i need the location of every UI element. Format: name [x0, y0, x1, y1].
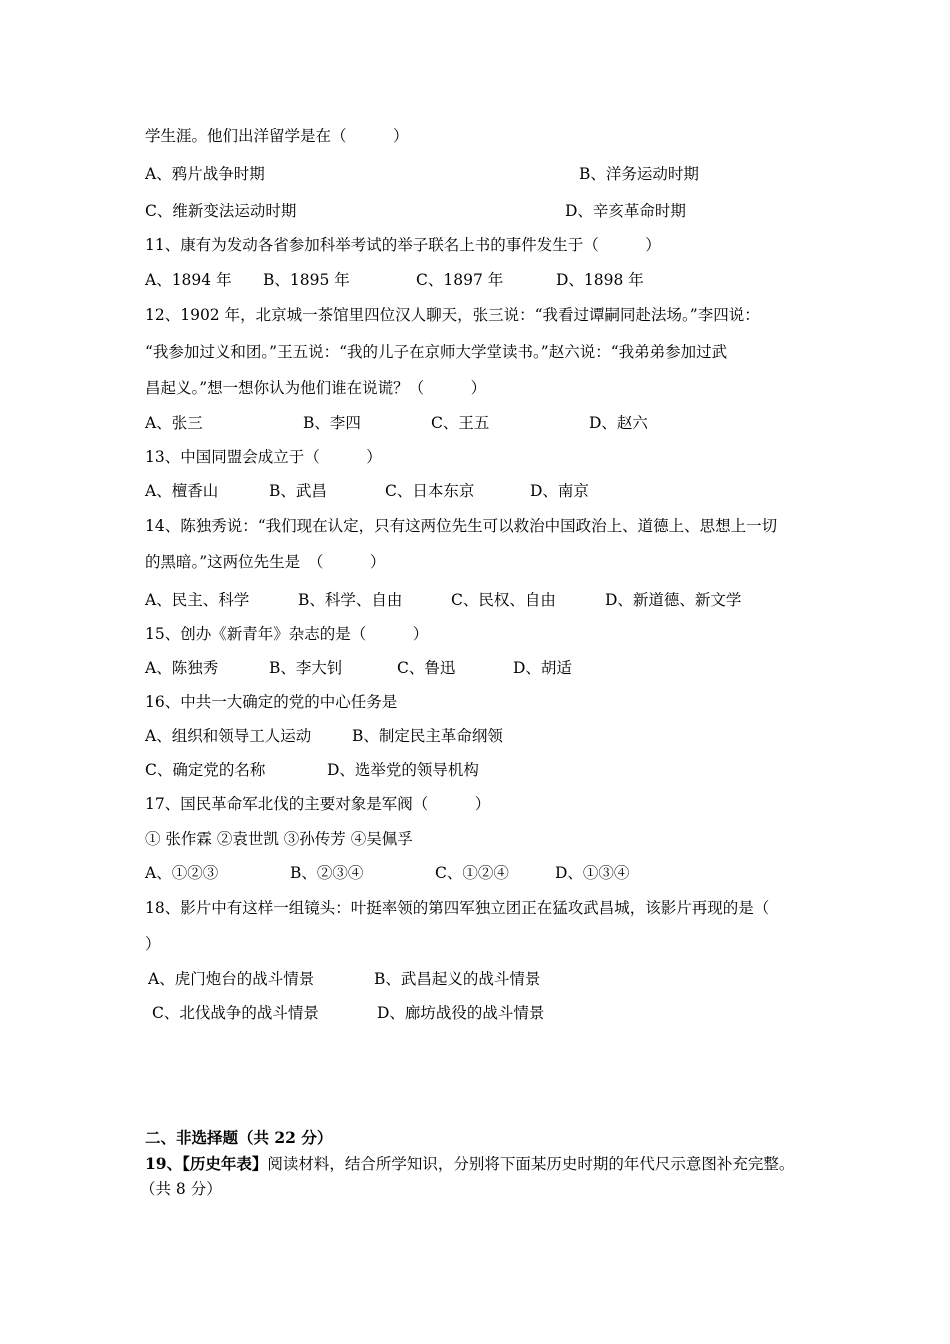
option-d: D、南京 [530, 482, 589, 500]
option-a: A、1894 年 [145, 271, 232, 289]
option-c: C、民权、自由 [451, 591, 556, 609]
option-b: B、科学、自由 [298, 591, 403, 609]
option-b: B、洋务运动时期 [579, 165, 699, 183]
question-text: 14、陈独秀说：“我们现在认定，只有这两位先生可以救治中国政治上、道德上、思想上一切 [145, 517, 778, 535]
option-c: C、王五 [431, 414, 490, 432]
question-items: ① 张作霖 ②袁世凯 ③孙传芳 ④吴佩孚 [145, 830, 413, 848]
question-text: 16、中共一大确定的党的中心任务是 [145, 693, 398, 711]
question-body: 阅读材料，结合所学知识，分别将下面某历史时期的年代尺示意图补充完整。 [267, 1155, 795, 1173]
option-d: D、胡适 [513, 659, 572, 677]
question-text: 12、1902 年，北京城一茶馆里四位汉人聊天，张三说：“我看过谭嗣同赴法场。”李四说： [145, 306, 760, 324]
option-d: D、辛亥革命时期 [565, 202, 686, 220]
question-text: 18、影片中有这样一组镜头：叶挺率领的第四军独立团正在猛攻武昌城，该影片再现的是（ [145, 899, 770, 917]
option-a: A、民主、科学 [145, 591, 250, 609]
option-b: B、②③④ [290, 864, 364, 882]
option-a: A、①②③ [145, 864, 219, 882]
option-c: C、1897 年 [416, 271, 504, 289]
option-a: A、鸦片战争时期 [145, 165, 265, 183]
question-label: 19、【历史年表】 [145, 1154, 268, 1173]
option-a: A、虎门炮台的战斗情景 [148, 970, 315, 988]
option-a: A、张三 [145, 414, 203, 432]
question-text: 11、康有为发动各省参加科举考试的举子联名上书的事件发生于（ ） [145, 236, 661, 254]
option-c: C、鲁迅 [397, 659, 456, 677]
question-text: 昌起义。”想一想你认为他们谁在说谎？（ ） [145, 379, 487, 397]
option-a: A、檀香山 [145, 482, 219, 500]
question-text: ） [145, 935, 161, 953]
section-title: 二、非选择题（共 22 分） [145, 1128, 333, 1147]
option-a: A、陈独秀 [145, 659, 219, 677]
option-b: B、李大钊 [269, 659, 343, 677]
question-text [145, 1154, 794, 1174]
question-text: 的黑暗。”这两位先生是 （ ） [145, 553, 386, 571]
option-c: C、日本东京 [385, 482, 475, 500]
question-text: 学生涯。他们出洋留学是在（ ） [145, 127, 409, 145]
option-b: B、1895 年 [263, 271, 350, 289]
question-text: 17、国民革命军北伐的主要对象是军阀（ ） [145, 795, 491, 813]
option-d: D、新道德、新文学 [605, 591, 742, 609]
option-d: D、1898 年 [556, 271, 644, 289]
option-c: C、维新变法运动时期 [145, 202, 297, 220]
option-c: C、确定党的名称 [145, 761, 266, 779]
option-b: B、制定民主革命纲领 [352, 727, 503, 745]
question-text: 13、中国同盟会成立于（ ） [145, 448, 382, 466]
option-b: B、武昌起义的战斗情景 [374, 970, 541, 988]
option-c: C、北伐战争的战斗情景 [152, 1004, 319, 1022]
option-b: B、李四 [303, 414, 361, 432]
option-d: D、选举党的领导机构 [327, 761, 479, 779]
option-a: A、组织和领导工人运动 [145, 727, 312, 745]
question-points: （共 8 分） [140, 1180, 222, 1198]
option-b: B、武昌 [269, 482, 327, 500]
question-text: 15、创办《新青年》杂志的是（ ） [145, 625, 429, 643]
option-d: D、赵六 [589, 414, 648, 432]
option-c: C、①②④ [435, 864, 509, 882]
option-d: D、廊坊战役的战斗情景 [377, 1004, 545, 1022]
question-text: “我参加过义和团。”王五说：“我的儿子在京师大学堂读书。”赵六说：“我弟弟参加过武 [145, 343, 728, 361]
option-d: D、①③④ [555, 864, 630, 882]
